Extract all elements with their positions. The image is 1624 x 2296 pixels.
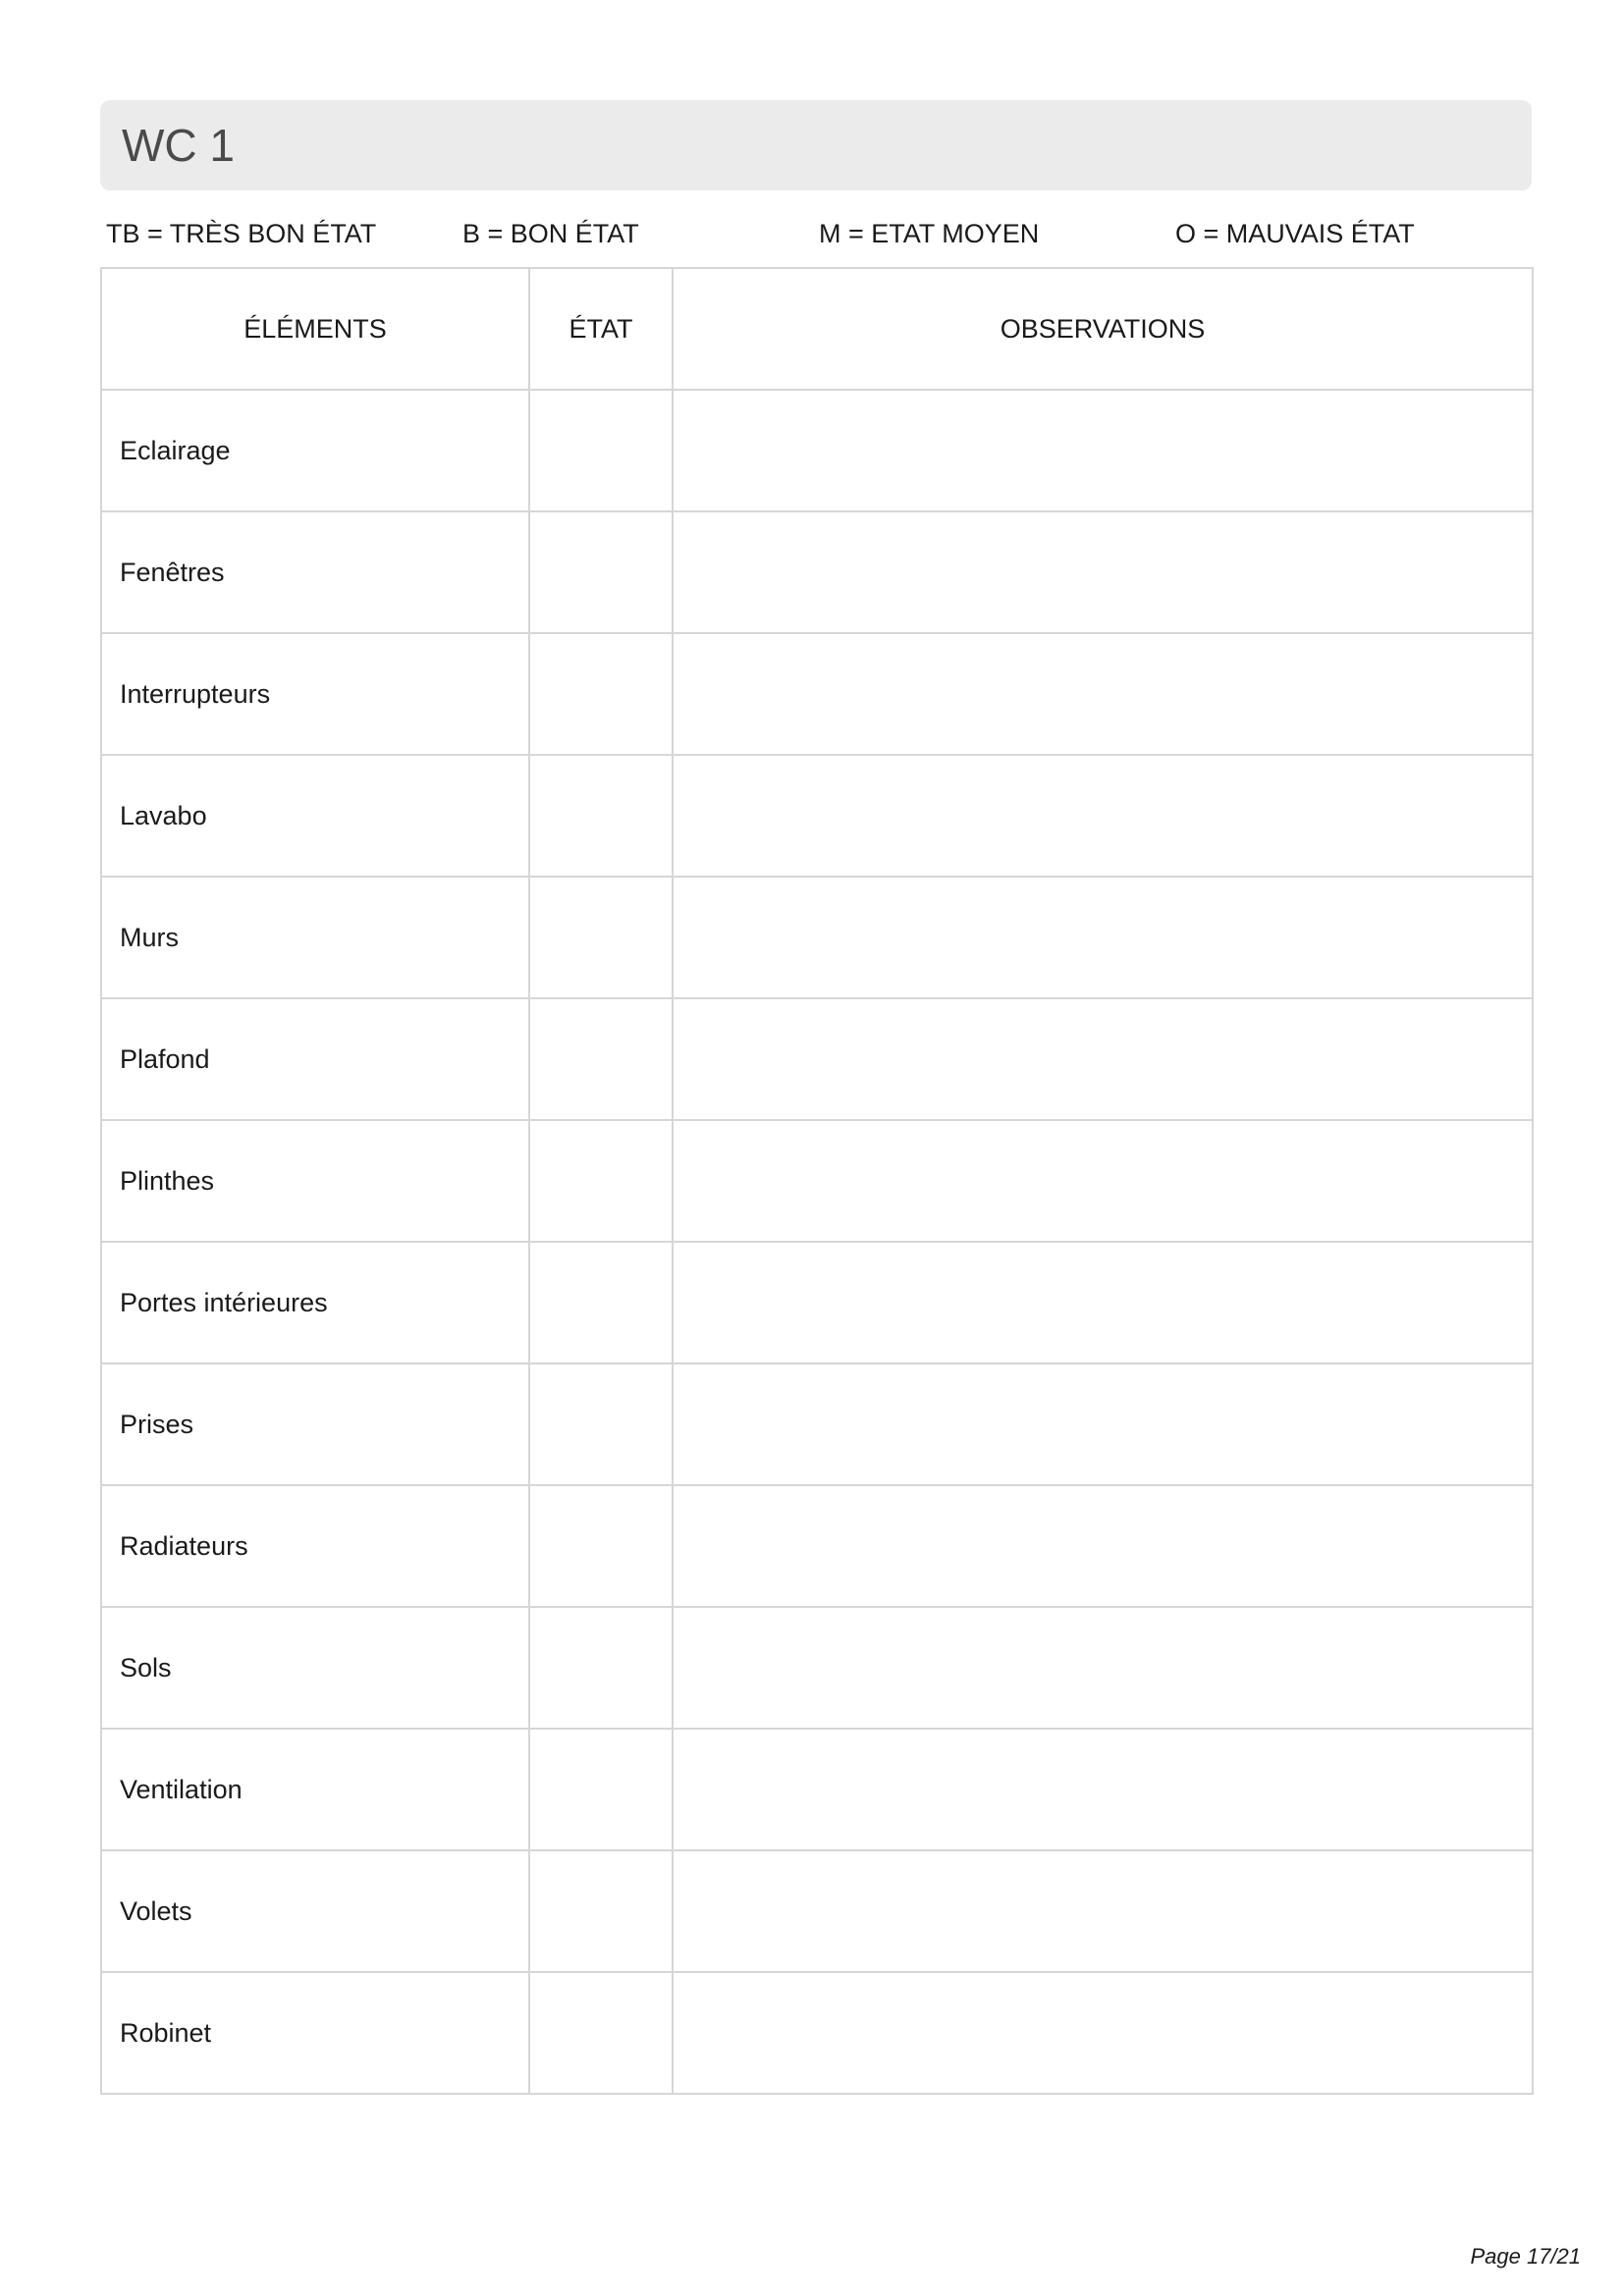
element-name-cell: Plinthes xyxy=(101,1120,529,1242)
table-row xyxy=(101,390,1533,511)
element-name-cell: Eclairage xyxy=(101,390,529,511)
legend-mauvais-etat: O = MAUVAIS ÉTAT xyxy=(1175,219,1415,248)
etat-cell[interactable] xyxy=(529,1607,673,1729)
room-title: WC 1 xyxy=(122,120,235,171)
legend-tres-bon-etat: TB = TRÈS BON ÉTAT xyxy=(106,219,377,248)
etat-cell[interactable] xyxy=(529,1729,673,1850)
observations-cell[interactable] xyxy=(673,390,1533,511)
element-name-cell: Ventilation xyxy=(101,1729,529,1850)
table-row xyxy=(101,1850,1533,1972)
element-name-cell: Prises xyxy=(101,1363,529,1485)
table-row xyxy=(101,1120,1533,1242)
observations-cell[interactable] xyxy=(673,1120,1533,1242)
element-name-cell: Volets xyxy=(101,1850,529,1972)
element-name-cell: Lavabo xyxy=(101,755,529,877)
observations-cell[interactable] xyxy=(673,755,1533,877)
element-name-cell: Sols xyxy=(101,1607,529,1729)
etat-cell[interactable] xyxy=(529,877,673,998)
etat-cell[interactable] xyxy=(529,1850,673,1972)
observations-cell[interactable] xyxy=(673,1485,1533,1607)
header-observations: OBSERVATIONS xyxy=(673,268,1533,390)
table-row xyxy=(101,998,1533,1120)
element-name-cell: Radiateurs xyxy=(101,1485,529,1607)
table-row xyxy=(101,1485,1533,1607)
etat-cell[interactable] xyxy=(529,390,673,511)
observations-cell[interactable] xyxy=(673,511,1533,633)
observations-cell[interactable] xyxy=(673,1242,1533,1363)
header-etat: ÉTAT xyxy=(529,268,673,390)
observations-cell[interactable] xyxy=(673,1607,1533,1729)
etat-cell[interactable] xyxy=(529,1242,673,1363)
etat-cell[interactable] xyxy=(529,755,673,877)
etat-cell[interactable] xyxy=(529,511,673,633)
legend-etat-moyen: M = ETAT MOYEN xyxy=(819,219,1040,248)
observations-cell[interactable] xyxy=(673,877,1533,998)
observations-cell[interactable] xyxy=(673,1729,1533,1850)
element-name-cell: Robinet xyxy=(101,1972,529,2094)
room-title-bar xyxy=(100,100,1532,190)
element-name-cell: Fenêtres xyxy=(101,511,529,633)
element-name-cell: Interrupteurs xyxy=(101,633,529,755)
element-name-cell: Portes intérieures xyxy=(101,1242,529,1363)
table-row xyxy=(101,1972,1533,2094)
table-row xyxy=(101,633,1533,755)
observations-cell[interactable] xyxy=(673,1363,1533,1485)
legend-bon-etat: B = BON ÉTAT xyxy=(462,219,639,248)
etat-cell[interactable] xyxy=(529,1120,673,1242)
observations-cell[interactable] xyxy=(673,1850,1533,1972)
etat-cell[interactable] xyxy=(529,1363,673,1485)
table-row xyxy=(101,1607,1533,1729)
observations-cell[interactable] xyxy=(673,1972,1533,2094)
observations-cell[interactable] xyxy=(673,633,1533,755)
etat-cell[interactable] xyxy=(529,633,673,755)
header-elements: ÉLÉMENTS xyxy=(101,268,529,390)
page-number: Page 17/21 xyxy=(1470,2244,1581,2269)
etat-cell[interactable] xyxy=(529,998,673,1120)
element-name-cell: Plafond xyxy=(101,998,529,1120)
table-row xyxy=(101,755,1533,877)
table-header-row xyxy=(101,268,1533,390)
table-row xyxy=(101,511,1533,633)
etat-cell[interactable] xyxy=(529,1972,673,2094)
etat-cell[interactable] xyxy=(529,1485,673,1607)
table-row xyxy=(101,1363,1533,1485)
element-name-cell: Murs xyxy=(101,877,529,998)
table-body xyxy=(101,390,1533,2094)
table-row xyxy=(101,1242,1533,1363)
table-row xyxy=(101,1729,1533,1850)
inventory-table xyxy=(100,267,1534,2095)
observations-cell[interactable] xyxy=(673,998,1533,1120)
table-row xyxy=(101,877,1533,998)
